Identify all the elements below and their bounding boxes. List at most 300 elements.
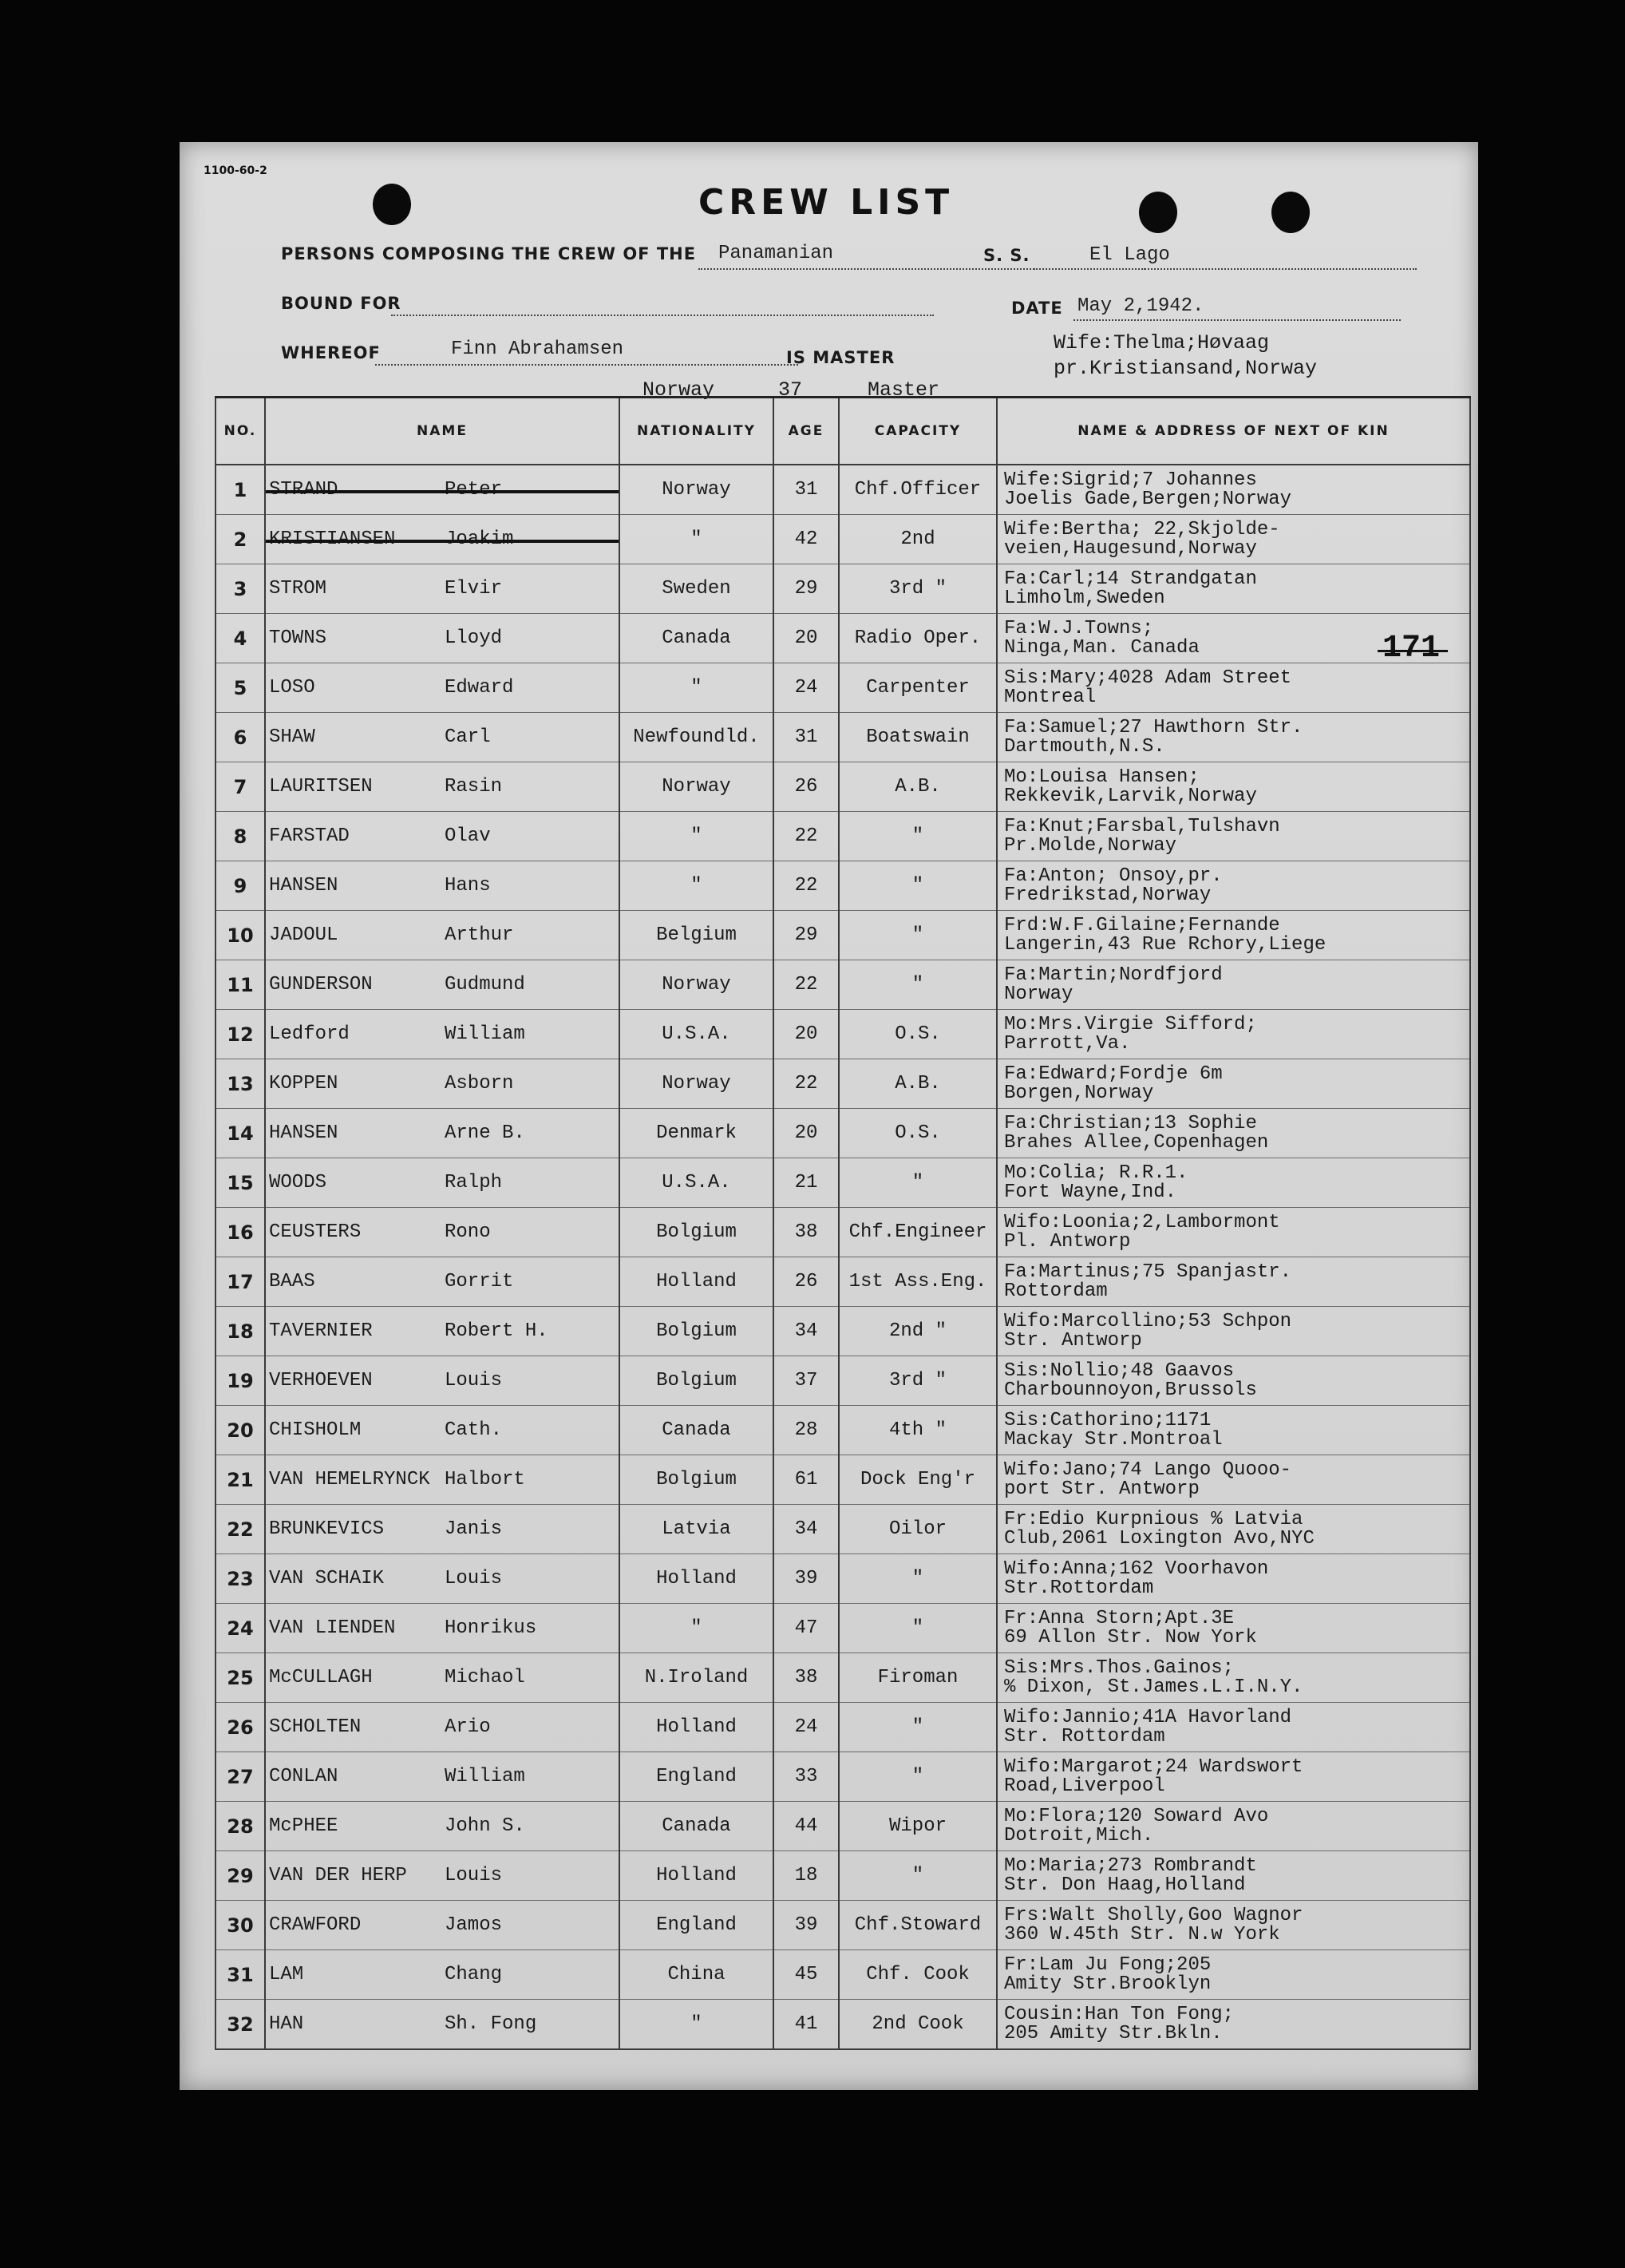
kin-line2: Pl. Antworp bbox=[1004, 1230, 1131, 1253]
kin-line2: % Dixon, St.James.L.I.N.Y. bbox=[1004, 1676, 1303, 1698]
crew-name bbox=[265, 861, 619, 911]
crew-name bbox=[265, 1604, 619, 1653]
given-name: Carl bbox=[445, 726, 491, 748]
surname: BAAS bbox=[269, 1271, 315, 1292]
age: 61 bbox=[773, 1455, 839, 1505]
kin-line1: Fr:Anna Storn;Apt.3E bbox=[1004, 1607, 1235, 1629]
next-of-kin bbox=[997, 1406, 1470, 1455]
age: 38 bbox=[773, 1208, 839, 1257]
kin-line1: Fa:Martin;Nordfjord bbox=[1004, 964, 1223, 986]
nationality: Canada bbox=[619, 1802, 773, 1851]
capacity: Carpenter bbox=[839, 663, 997, 713]
age: 24 bbox=[773, 663, 839, 713]
crew-name bbox=[265, 1059, 619, 1109]
capacity: Boatswain bbox=[839, 713, 997, 762]
next-of-kin bbox=[997, 1455, 1470, 1505]
age: 28 bbox=[773, 1406, 839, 1455]
row-number: 24 bbox=[215, 1604, 265, 1653]
crew-name bbox=[265, 1406, 619, 1455]
surname: McCULLAGH bbox=[269, 1667, 373, 1688]
surname: BRUNKEVICS bbox=[269, 1518, 385, 1540]
surname: SHAW bbox=[269, 726, 315, 748]
kin-line2: 205 Amity Str.Bkln. bbox=[1004, 2022, 1223, 2044]
capacity: Wipor bbox=[839, 1802, 997, 1851]
row-number: 27 bbox=[215, 1752, 265, 1802]
age: 22 bbox=[773, 960, 839, 1010]
given-name: Louis bbox=[445, 1370, 503, 1391]
vessel-flag: Panamanian bbox=[718, 243, 834, 264]
kin-line1: Fa:Martinus;75 Spanjastr. bbox=[1004, 1261, 1292, 1283]
table-row bbox=[215, 1356, 1470, 1406]
table-row bbox=[215, 960, 1470, 1010]
crew-name bbox=[265, 2000, 619, 2050]
crew-name bbox=[265, 812, 619, 861]
master-dotline bbox=[375, 364, 798, 366]
given-name: Ralph bbox=[445, 1172, 503, 1193]
next-of-kin bbox=[997, 1604, 1470, 1653]
next-of-kin bbox=[997, 614, 1470, 663]
next-of-kin bbox=[997, 1208, 1470, 1257]
kin-line1: Mo:Louisa Hansen; bbox=[1004, 766, 1200, 788]
nationality: Canada bbox=[619, 614, 773, 663]
row-number: 31 bbox=[215, 1950, 265, 2000]
next-of-kin bbox=[997, 1851, 1470, 1901]
capacity: Firoman bbox=[839, 1653, 997, 1703]
row-number: 13 bbox=[215, 1059, 265, 1109]
surname: HANSEN bbox=[269, 1122, 338, 1144]
age: 21 bbox=[773, 1158, 839, 1208]
given-name: Rasin bbox=[445, 776, 503, 798]
next-of-kin bbox=[997, 1109, 1470, 1158]
capacity: 3rd " bbox=[839, 564, 997, 614]
kin-line1: Frs:Walt Sholly,Goo Wagnor bbox=[1004, 1904, 1303, 1926]
row-number: 9 bbox=[215, 861, 265, 911]
kin-line2: Fort Wayne,Ind. bbox=[1004, 1181, 1177, 1203]
given-name: Halbort bbox=[445, 1469, 525, 1490]
kin-line1: Frd:W.F.Gilaine;Fernande bbox=[1004, 914, 1280, 936]
crew-name bbox=[265, 465, 619, 515]
kin-line1: Fa:Samuel;27 Hawthorn Str. bbox=[1004, 716, 1303, 738]
crew-name bbox=[265, 1851, 619, 1901]
table-row bbox=[215, 911, 1470, 960]
crew-name bbox=[265, 1109, 619, 1158]
nationality: China bbox=[619, 1950, 773, 2000]
row-number: 11 bbox=[215, 960, 265, 1010]
table-row bbox=[215, 614, 1470, 663]
table-row bbox=[215, 465, 1470, 515]
crew-name bbox=[265, 1950, 619, 2000]
age: 38 bbox=[773, 1653, 839, 1703]
table-row bbox=[215, 1406, 1470, 1455]
table-row bbox=[215, 1307, 1470, 1356]
surname: GUNDERSON bbox=[269, 974, 373, 995]
kin-line1: Wifo:Jano;74 Lango Quooo- bbox=[1004, 1459, 1292, 1481]
crew-name bbox=[265, 1208, 619, 1257]
next-of-kin bbox=[997, 1307, 1470, 1356]
capacity: " bbox=[839, 960, 997, 1010]
kin-line1: Fa:W.J.Towns; bbox=[1004, 617, 1154, 639]
kin-line2: Road,Liverpool bbox=[1004, 1775, 1165, 1797]
surname: LAM bbox=[269, 1964, 304, 1985]
given-name: Edward bbox=[445, 677, 514, 699]
given-name: Janis bbox=[445, 1518, 503, 1540]
nationality: Norway bbox=[619, 465, 773, 515]
age: 22 bbox=[773, 1059, 839, 1109]
table-row bbox=[215, 713, 1470, 762]
capacity: A.B. bbox=[839, 1059, 997, 1109]
nationality: Norway bbox=[619, 762, 773, 812]
surname: LAURITSEN bbox=[269, 776, 373, 798]
kin-line2: port Str. Antworp bbox=[1004, 1478, 1200, 1500]
age: 29 bbox=[773, 911, 839, 960]
next-of-kin bbox=[997, 515, 1470, 564]
age: 31 bbox=[773, 465, 839, 515]
capacity: " bbox=[839, 1554, 997, 1604]
nationality: U.S.A. bbox=[619, 1158, 773, 1208]
ss-name: El Lago bbox=[1089, 244, 1170, 266]
age: 29 bbox=[773, 564, 839, 614]
bound-label: BOUND FOR bbox=[281, 294, 401, 313]
capacity: " bbox=[839, 1158, 997, 1208]
nationality: " bbox=[619, 2000, 773, 2050]
row-number: 25 bbox=[215, 1653, 265, 1703]
master-age: 37 bbox=[778, 378, 803, 402]
age: 20 bbox=[773, 1109, 839, 1158]
bound-dotline bbox=[391, 315, 934, 316]
table-row bbox=[215, 1950, 1470, 2000]
ss-label: S. S. bbox=[983, 246, 1030, 265]
age: 34 bbox=[773, 1505, 839, 1554]
age: 22 bbox=[773, 861, 839, 911]
kin-line1: Sis:Mary;4028 Adam Street bbox=[1004, 667, 1292, 689]
row-number: 32 bbox=[215, 2000, 265, 2050]
table-row bbox=[215, 812, 1470, 861]
crew-name bbox=[265, 762, 619, 812]
surname: HAN bbox=[269, 2013, 304, 2035]
crew-name bbox=[265, 1158, 619, 1208]
kin-line1: Fa:Anton; Onsoy,pr. bbox=[1004, 865, 1223, 887]
nationality: Holland bbox=[619, 1851, 773, 1901]
crew-name bbox=[265, 960, 619, 1010]
age: 45 bbox=[773, 1950, 839, 2000]
kin-line2: Borgen,Norway bbox=[1004, 1082, 1154, 1104]
col-header-no: NO. bbox=[215, 398, 265, 465]
kin-line2: Fredrikstad,Norway bbox=[1004, 884, 1212, 906]
surname: LOSO bbox=[269, 677, 315, 699]
kin-line2: Ninga,Man. Canada bbox=[1004, 636, 1200, 659]
capacity: Oilor bbox=[839, 1505, 997, 1554]
capacity: 2nd Cook bbox=[839, 2000, 997, 2050]
surname: CRAWFORD bbox=[269, 1914, 362, 1936]
nationality: " bbox=[619, 1604, 773, 1653]
age: 26 bbox=[773, 1257, 839, 1307]
crew-name bbox=[265, 1455, 619, 1505]
age: 31 bbox=[773, 713, 839, 762]
next-of-kin bbox=[997, 911, 1470, 960]
master-kin-line1: Wife:Thelma;Høvaag bbox=[1054, 331, 1270, 354]
next-of-kin bbox=[997, 812, 1470, 861]
capacity: Chf.Officer bbox=[839, 465, 997, 515]
age: 39 bbox=[773, 1901, 839, 1950]
crew-name bbox=[265, 564, 619, 614]
kin-line2: Str. Rottordam bbox=[1004, 1725, 1165, 1748]
crew-name bbox=[265, 614, 619, 663]
row-number: 15 bbox=[215, 1158, 265, 1208]
table-row bbox=[215, 1109, 1470, 1158]
kin-line2: Dartmouth,N.S. bbox=[1004, 735, 1165, 758]
table-row bbox=[215, 1752, 1470, 1802]
capacity: Radio Oper. bbox=[839, 614, 997, 663]
kin-line1: Cousin:Han Ton Fong; bbox=[1004, 2003, 1235, 2025]
row-number: 19 bbox=[215, 1356, 265, 1406]
age: 26 bbox=[773, 762, 839, 812]
surname: STRAND bbox=[269, 479, 338, 501]
row-number: 2 bbox=[215, 515, 265, 564]
col-header-nationality: NATIONALITY bbox=[619, 398, 773, 465]
capacity: 2nd bbox=[839, 515, 997, 564]
crew-name bbox=[265, 911, 619, 960]
surname: VAN LIENDEN bbox=[269, 1617, 396, 1639]
given-name: Peter bbox=[445, 479, 503, 501]
table-row bbox=[215, 762, 1470, 812]
table-row bbox=[215, 564, 1470, 614]
row-number: 17 bbox=[215, 1257, 265, 1307]
surname: VAN DER HERP bbox=[269, 1865, 407, 1886]
nationality: Bolgium bbox=[619, 1307, 773, 1356]
kin-line2: 360 W.45th Str. N.w York bbox=[1004, 1923, 1280, 1945]
master-kin bbox=[1054, 331, 1317, 382]
persons-label: PERSONS COMPOSING THE CREW OF THE bbox=[281, 244, 697, 263]
crew-name bbox=[265, 1752, 619, 1802]
next-of-kin bbox=[997, 1950, 1470, 2000]
crew-name bbox=[265, 663, 619, 713]
row-number: 30 bbox=[215, 1901, 265, 1950]
kin-line2: Str. Don Haag,Holland bbox=[1004, 1874, 1246, 1896]
nationality: Canada bbox=[619, 1406, 773, 1455]
row-number: 29 bbox=[215, 1851, 265, 1901]
next-of-kin bbox=[997, 1356, 1470, 1406]
table-row bbox=[215, 1158, 1470, 1208]
crew-rows bbox=[215, 465, 1470, 2049]
table-row bbox=[215, 1505, 1470, 1554]
kin-line1: Sis:Nollio;48 Gaavos bbox=[1004, 1360, 1235, 1382]
kin-line2: Club,2061 Loxington Avo,NYC bbox=[1004, 1527, 1315, 1550]
kin-line1: Sis:Mrs.Thos.Gainos; bbox=[1004, 1656, 1235, 1679]
surname: CONLAN bbox=[269, 1766, 338, 1787]
row-number: 18 bbox=[215, 1307, 265, 1356]
kin-line2: Montreal bbox=[1004, 686, 1097, 708]
row-number: 23 bbox=[215, 1554, 265, 1604]
is-master-label: IS MASTER bbox=[786, 348, 896, 367]
next-of-kin bbox=[997, 1505, 1470, 1554]
age: 22 bbox=[773, 812, 839, 861]
whereof-label: WHEREOF bbox=[281, 343, 381, 362]
next-of-kin bbox=[997, 960, 1470, 1010]
row-number: 12 bbox=[215, 1010, 265, 1059]
table-row bbox=[215, 1257, 1470, 1307]
crew-name bbox=[265, 1257, 619, 1307]
surname: VERHOEVEN bbox=[269, 1370, 373, 1391]
age: 37 bbox=[773, 1356, 839, 1406]
kin-line2: Limholm,Sweden bbox=[1004, 587, 1165, 609]
crew-name bbox=[265, 1010, 619, 1059]
kin-line2: Joelis Gade,Bergen;Norway bbox=[1004, 488, 1292, 510]
age: 42 bbox=[773, 515, 839, 564]
capacity: " bbox=[839, 1752, 997, 1802]
age: 24 bbox=[773, 1703, 839, 1752]
row-number: 14 bbox=[215, 1109, 265, 1158]
master-capacity: Master bbox=[868, 378, 940, 402]
table-row bbox=[215, 1554, 1470, 1604]
given-name: Louis bbox=[445, 1568, 503, 1589]
kin-line1: Wifo:Margarot;24 Wardswort bbox=[1004, 1755, 1303, 1778]
next-of-kin bbox=[997, 465, 1470, 515]
given-name: Gudmund bbox=[445, 974, 525, 995]
next-of-kin bbox=[997, 1554, 1470, 1604]
kin-line1: Wife:Bertha; 22,Skjolde- bbox=[1004, 518, 1280, 540]
table-row bbox=[215, 1059, 1470, 1109]
next-of-kin bbox=[997, 861, 1470, 911]
kin-line2: Langerin,43 Rue Rchory,Liege bbox=[1004, 933, 1326, 956]
crew-name bbox=[265, 1802, 619, 1851]
next-of-kin bbox=[997, 1703, 1470, 1752]
surname: VAN SCHAIK bbox=[269, 1568, 385, 1589]
given-name: Rono bbox=[445, 1221, 491, 1243]
kin-line1: Mo:Mrs.Virgie Sifford; bbox=[1004, 1013, 1257, 1035]
given-name: Sh. Fong bbox=[445, 2013, 537, 2035]
table-row bbox=[215, 1208, 1470, 1257]
row-number: 16 bbox=[215, 1208, 265, 1257]
age: 20 bbox=[773, 614, 839, 663]
col-header-kin: NAME & ADDRESS OF NEXT OF KIN bbox=[997, 398, 1470, 465]
nationality: Holland bbox=[619, 1257, 773, 1307]
kin-line1: Sis:Cathorino;1171 bbox=[1004, 1409, 1212, 1431]
kin-line1: Mo:Flora;120 Soward Avo bbox=[1004, 1805, 1269, 1827]
age: 20 bbox=[773, 1010, 839, 1059]
capacity: Chf.Stoward bbox=[839, 1901, 997, 1950]
kin-line2: Parrott,Va. bbox=[1004, 1032, 1131, 1055]
kin-line1: Wife:Sigrid;7 Johannes bbox=[1004, 469, 1257, 491]
nationality: Sweden bbox=[619, 564, 773, 614]
surname: CEUSTERS bbox=[269, 1221, 362, 1243]
age: 18 bbox=[773, 1851, 839, 1901]
kin-line1: Wifo:Marcollino;53 Schpon bbox=[1004, 1310, 1292, 1332]
row-number: 20 bbox=[215, 1406, 265, 1455]
crew-name bbox=[265, 1554, 619, 1604]
row-number: 26 bbox=[215, 1703, 265, 1752]
next-of-kin bbox=[997, 663, 1470, 713]
punch-hole bbox=[1139, 192, 1177, 233]
kin-line2: Norway bbox=[1004, 983, 1073, 1005]
given-name: Robert H. bbox=[445, 1320, 548, 1342]
next-of-kin bbox=[997, 713, 1470, 762]
corner-stamp: 1100-60-2 bbox=[204, 164, 267, 177]
given-name: Michaol bbox=[445, 1667, 525, 1688]
col-header-age: AGE bbox=[773, 398, 839, 465]
form-title: CREW LIST bbox=[698, 182, 955, 223]
next-of-kin bbox=[997, 762, 1470, 812]
table-row bbox=[215, 1901, 1470, 1950]
age: 34 bbox=[773, 1307, 839, 1356]
given-name: Ario bbox=[445, 1716, 491, 1738]
crew-list-sheet bbox=[180, 142, 1478, 2090]
nationality: Latvia bbox=[619, 1505, 773, 1554]
nationality: Belgium bbox=[619, 911, 773, 960]
surname: McPHEE bbox=[269, 1815, 338, 1837]
row-number: 10 bbox=[215, 911, 265, 960]
capacity: 2nd " bbox=[839, 1307, 997, 1356]
strike-line bbox=[266, 490, 619, 493]
kin-line2: Amity Str.Brooklyn bbox=[1004, 1973, 1212, 1995]
capacity: 1st Ass.Eng. bbox=[839, 1257, 997, 1307]
table-row bbox=[215, 1604, 1470, 1653]
surname: CHISHOLM bbox=[269, 1419, 362, 1441]
given-name: Arne B. bbox=[445, 1122, 525, 1144]
kin-line1: Fa:Carl;14 Strandgatan bbox=[1004, 568, 1257, 590]
surname: VAN HEMELRYNCK bbox=[269, 1469, 430, 1490]
kin-line2: Dotroit,Mich. bbox=[1004, 1824, 1154, 1846]
given-name: Lloyd bbox=[445, 627, 503, 649]
next-of-kin bbox=[997, 1010, 1470, 1059]
given-name: Hans bbox=[445, 875, 491, 897]
capacity: " bbox=[839, 911, 997, 960]
kin-line1: Wifo:Anna;162 Voorhavon bbox=[1004, 1558, 1269, 1580]
col-header-name: NAME bbox=[265, 398, 619, 465]
given-name: Honrikus bbox=[445, 1617, 537, 1639]
table-row bbox=[215, 861, 1470, 911]
punch-hole bbox=[1271, 192, 1310, 233]
nationality: Bolgium bbox=[619, 1455, 773, 1505]
capacity: " bbox=[839, 1604, 997, 1653]
nationality: England bbox=[619, 1901, 773, 1950]
capacity: A.B. bbox=[839, 762, 997, 812]
surname: FARSTAD bbox=[269, 825, 350, 847]
capacity: 4th " bbox=[839, 1406, 997, 1455]
kin-line2: Charbounnoyon,Brussols bbox=[1004, 1379, 1257, 1401]
nationality: Holland bbox=[619, 1554, 773, 1604]
row-number: 8 bbox=[215, 812, 265, 861]
nationality: Norway bbox=[619, 1059, 773, 1109]
kin-line1: Fa:Knut;Farsbal,Tulshavn bbox=[1004, 815, 1280, 837]
kin-line1: Fr:Lam Ju Fong;205 bbox=[1004, 1953, 1212, 1976]
next-of-kin bbox=[997, 2000, 1470, 2050]
next-of-kin bbox=[997, 1802, 1470, 1851]
surname: KOPPEN bbox=[269, 1073, 338, 1094]
col-header-capacity: CAPACITY bbox=[839, 398, 997, 465]
kin-line1: Fa:Christian;13 Sophie bbox=[1004, 1112, 1257, 1134]
surname: WOODS bbox=[269, 1172, 327, 1193]
nationality: " bbox=[619, 663, 773, 713]
nationality: Newfoundld. bbox=[619, 713, 773, 762]
kin-line2: Brahes Allee,Copenhagen bbox=[1004, 1131, 1269, 1154]
age: 47 bbox=[773, 1604, 839, 1653]
surname: HANSEN bbox=[269, 875, 338, 897]
capacity: " bbox=[839, 812, 997, 861]
surname: TOWNS bbox=[269, 627, 327, 649]
table-row bbox=[215, 663, 1470, 713]
kin-line2: Rottordam bbox=[1004, 1280, 1108, 1302]
age: 41 bbox=[773, 2000, 839, 2050]
nationality: Bolgium bbox=[619, 1208, 773, 1257]
date-label: DATE bbox=[1011, 299, 1063, 318]
kin-line1: Mo:Maria;273 Rombrandt bbox=[1004, 1854, 1257, 1877]
surname: SCHOLTEN bbox=[269, 1716, 362, 1738]
nationality: Norway bbox=[619, 960, 773, 1010]
age: 39 bbox=[773, 1554, 839, 1604]
surname: KRISTIANSEN bbox=[269, 528, 396, 550]
nationality: Holland bbox=[619, 1703, 773, 1752]
kin-line2: 69 Allon Str. Now York bbox=[1004, 1626, 1257, 1649]
